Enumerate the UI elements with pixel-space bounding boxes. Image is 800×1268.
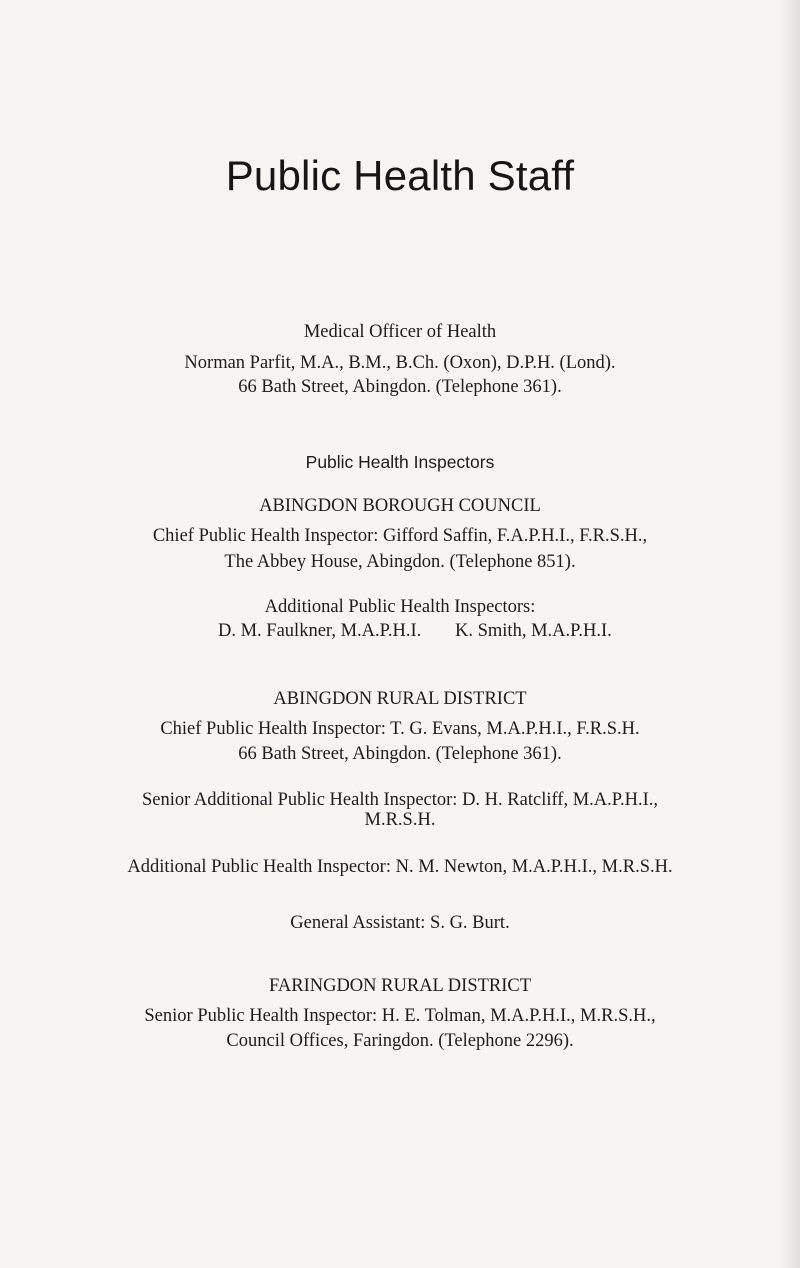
abingdon-rural-heading: ABINGDON RURAL DISTRICT: [273, 689, 527, 709]
abingdon-rural-senior-cont: M.R.S.H.: [364, 810, 436, 830]
medical-officer-heading: Medical Officer of Health: [303, 322, 497, 342]
abingdon-borough-additional-heading: Additional Public Health Inspectors:: [264, 597, 536, 617]
inspectors-heading: Public Health Inspectors: [305, 452, 495, 472]
abingdon-borough-heading: ABINGDON BOROUGH COUNCIL: [259, 496, 541, 516]
faringdon-rural-address: Council Offices, Faringdon. (Telephone 2296).: [226, 1031, 574, 1051]
page-title: Public Health Staff: [225, 152, 575, 199]
faringdon-rural-senior: Senior Public Health Inspector: H. E. Tolman, M.A.P.H.I., M.R.S.H.,: [144, 1006, 656, 1026]
abingdon-rural-chief: Chief Public Health Inspector: T. G. Evans, M.A.P.H.I., F.R.S.H.: [160, 719, 640, 739]
abingdon-rural-chief-address: 66 Bath Street, Abingdon. (Telephone 361).: [238, 744, 562, 764]
abingdon-rural-senior: Senior Additional Public Health Inspector: D. H. Ratcliff, M.A.P.H.I.,: [141, 790, 659, 810]
medical-officer-name: Norman Parfit, M.A., B.M., B.Ch. (Oxon), D.P.H. (Lond).: [184, 353, 616, 373]
abingdon-rural-additional: Additional Public Health Inspector: N. M. Newton, M.A.P.H.I., M.R.S.H.: [127, 857, 673, 877]
abingdon-rural-general-assistant: General Assistant: S. G. Burt.: [290, 913, 510, 933]
faringdon-rural-heading: FARINGDON RURAL DISTRICT: [268, 976, 532, 996]
abingdon-borough-additional-right: K. Smith, M.A.P.H.I.: [455, 621, 612, 641]
abingdon-borough-additional-left: D. M. Faulkner, M.A.P.H.I.: [218, 621, 422, 641]
medical-officer-address: 66 Bath Street, Abingdon. (Telephone 361).: [238, 377, 562, 397]
abingdon-borough-chief: Chief Public Health Inspector: Gifford Saffin, F.A.P.H.I., F.R.S.H.,: [152, 526, 648, 546]
abingdon-borough-chief-address: The Abbey House, Abingdon. (Telephone 851).: [224, 552, 576, 572]
